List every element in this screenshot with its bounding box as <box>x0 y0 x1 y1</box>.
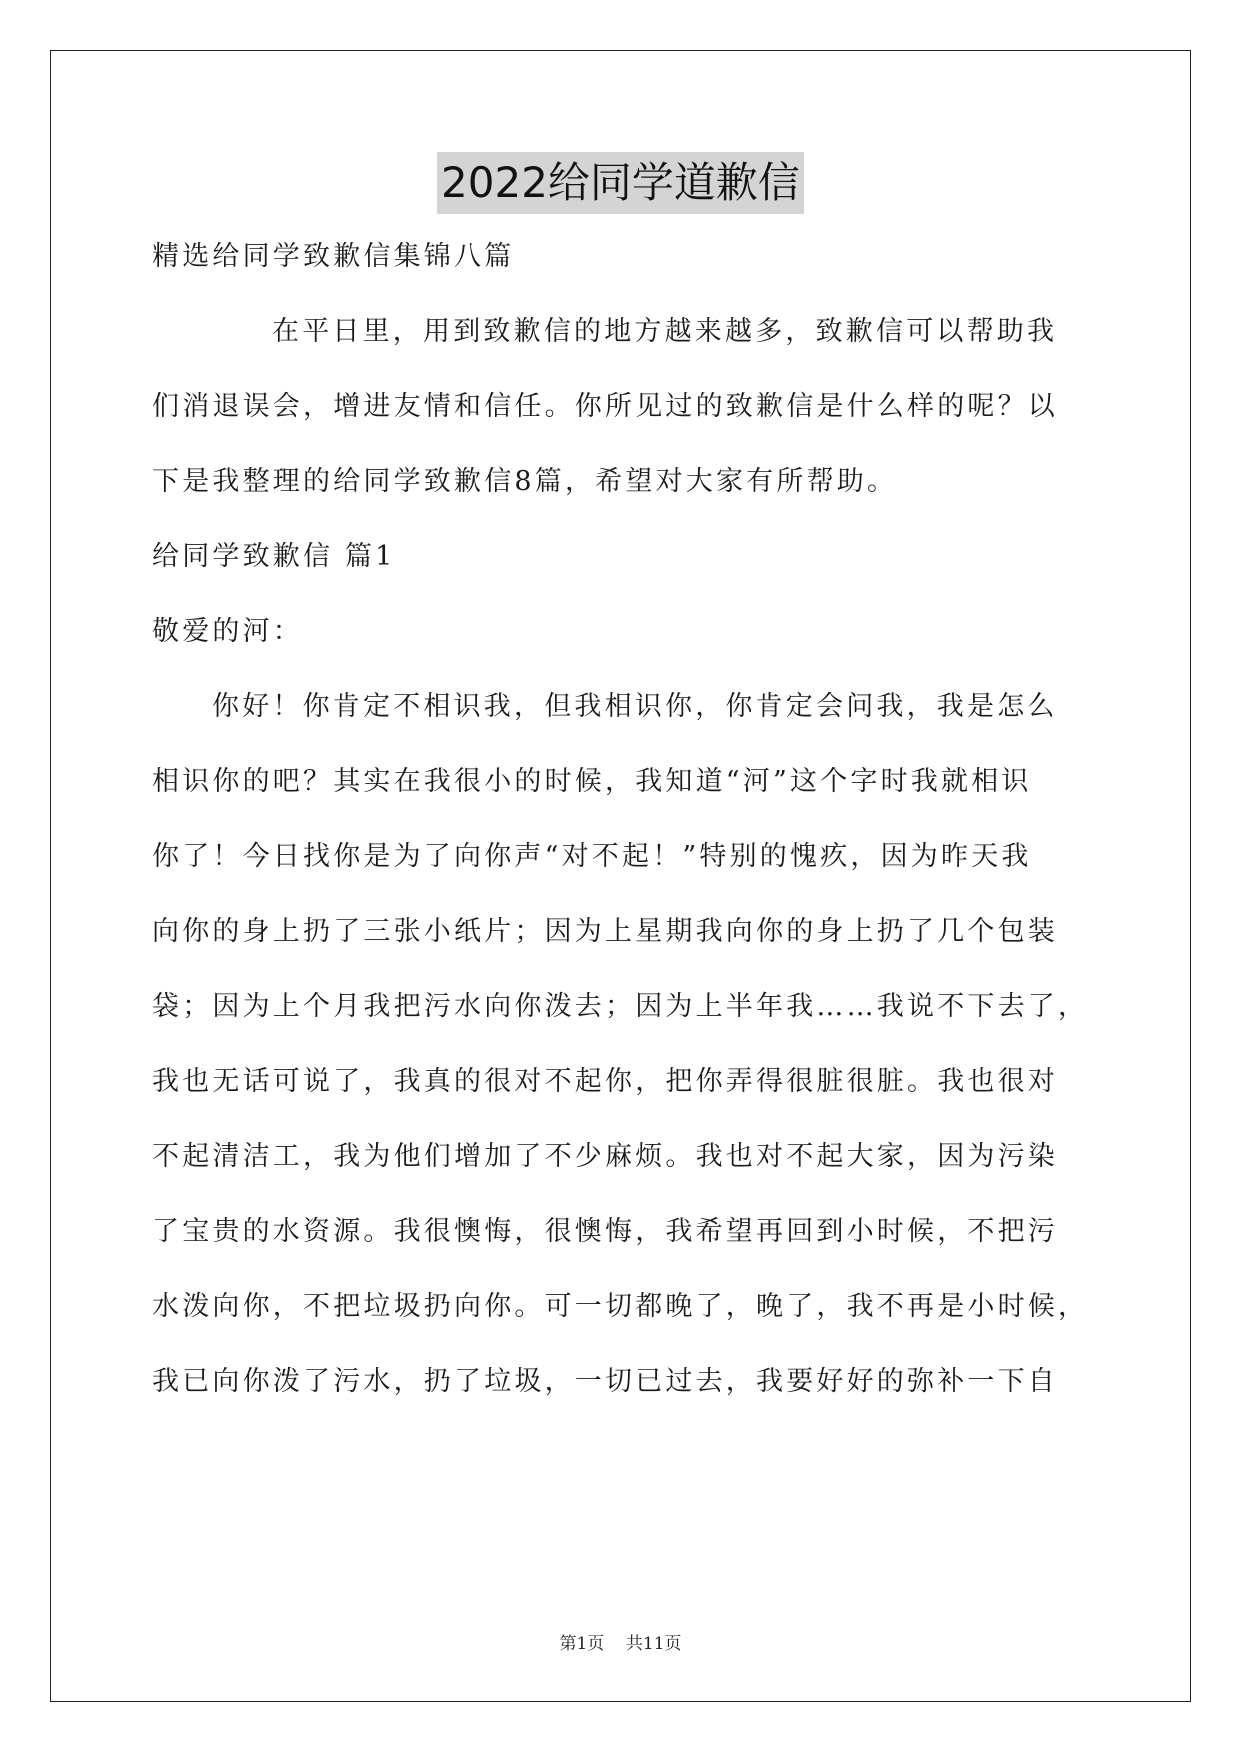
document-subtitle: 精选给同学致歉信集锦八篇 <box>152 241 515 272</box>
body-line: 不起清洁工，我为他们增加了不少麻烦。我也对不起大家，因为污染 <box>152 1141 1058 1172</box>
document-title: 2022给同学道歉信 <box>437 152 804 214</box>
body-line: 你了！今日找你是为了向你声“对不起！”特别的愧疚，因为昨天我 <box>152 841 1032 872</box>
body-line: 向你的身上扔了三张小纸片；因为上星期我向你的身上扔了几个包装 <box>152 916 1058 947</box>
salutation: 敬爱的河： <box>152 616 303 647</box>
body-line: 我也无话可说了，我真的很对不起你，把你弄得很脏很脏。我也很对 <box>152 1066 1058 1097</box>
body-line: 了宝贵的水资源。我很懊悔，很懊悔，我希望再回到小时候，不把污 <box>152 1216 1058 1247</box>
body-line: 袋；因为上个月我把污水向你泼去；因为上半年我……我说不下去了， <box>152 991 1089 1022</box>
body-line: 水泼向你，不把垃圾扔向你。可一切都晚了，晚了，我不再是小时候， <box>152 1291 1089 1322</box>
body-line: 我已向你泼了污水，扔了垃圾，一切已过去，我要好好的弥补一下自 <box>152 1366 1058 1397</box>
page-footer <box>0 1629 1241 1654</box>
page-number: 第1页 共11页 <box>559 1634 682 1654</box>
body-line: 相识你的吧？其实在我很小的时候，我知道“河”这个字时我就相识 <box>152 766 1032 797</box>
intro-line: 在平日里，用到致歉信的地方越来越多，致歉信可以帮助我 <box>272 316 1058 347</box>
body-line: 你好！你肯定不相识我，但我相识你，你肯定会问我，我是怎么 <box>212 691 1058 722</box>
section-heading: 给同学致歉信 篇1 <box>152 541 396 572</box>
intro-line: 下是我整理的给同学致歉信8篇，希望对大家有所帮助。 <box>152 466 898 497</box>
title-container <box>0 152 1241 214</box>
intro-line: 们消退误会，增进友情和信任。你所见过的致歉信是什么样的呢？以 <box>152 391 1058 422</box>
